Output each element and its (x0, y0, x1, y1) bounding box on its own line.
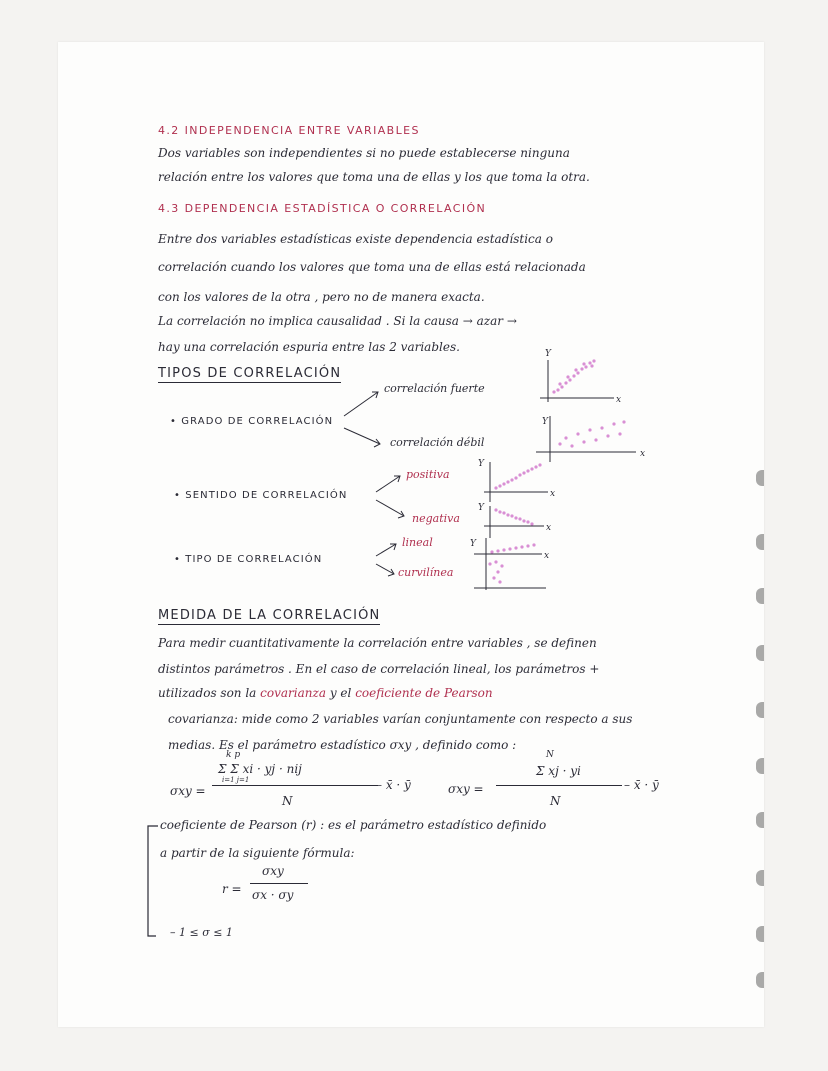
scatter-dot (566, 375, 569, 378)
scatter-dot (556, 388, 559, 391)
scatter-dot (490, 550, 493, 553)
medida-line-5: medias. Es el parámetro estadístico σxy , definido como : (168, 738, 517, 752)
covarianza-term: covarianza (260, 686, 326, 700)
axis-x-label: x (640, 449, 646, 459)
pearson-r-denominator: σx · σy (252, 888, 294, 902)
scatter-dot (576, 371, 579, 374)
scatter-dot (558, 442, 561, 445)
scatter-dot (514, 476, 517, 479)
scatter-dot (530, 467, 533, 470)
scatter-dot (522, 519, 525, 522)
pearson-line-1: coeficiente de Pearson (r) : es el parámetro estadístico definido (160, 818, 547, 832)
section-4-3-line-1: Entre dos variables estadísticas existe dependencia estadística o (158, 232, 553, 246)
scatter-dot (502, 548, 505, 551)
formula-2-tail: – x̄ · ȳ (624, 778, 659, 792)
scatter-dot (492, 576, 495, 579)
notebook-page (58, 42, 764, 1027)
scatter-dot (552, 390, 555, 393)
axis-x-label: x (546, 523, 552, 533)
scatter-dot (600, 426, 603, 429)
scatter-dot (526, 544, 529, 547)
scatter-dot (496, 570, 499, 573)
scatter-dot (494, 508, 497, 511)
scatter-dot (590, 364, 593, 367)
scatter-dot (576, 432, 579, 435)
axis-y-label: Y (478, 459, 484, 469)
fuerte-label: correlación fuerte (384, 382, 485, 395)
medida-line-1: Para medir cuantitativamente la correlación entre variables , se definen (158, 636, 597, 650)
pearson-r-fraction-bar (250, 883, 308, 884)
section-4-2-title: 4.2 INDEPENDENCIA ENTRE VARIABLES (158, 124, 420, 137)
section-4-2-line-2: relación entre los valores que toma una de ellas y los que toma la otra. (158, 170, 590, 184)
formula-2-denominator: N (550, 794, 561, 808)
scatter-dot (618, 432, 621, 435)
medida-line-3a: utilizados son la (158, 686, 257, 700)
scatter-dot (530, 522, 533, 525)
scatter-dot (582, 440, 585, 443)
medida-line-3b: y el (329, 686, 352, 700)
section-4-3-line-2: correlación cuando los valores que toma una de ellas está relacionada (158, 260, 586, 274)
scatter-dot (518, 517, 521, 520)
tipo-label: • TIPO DE CORRELACIÓN (174, 554, 323, 565)
scatter-dot (560, 385, 563, 388)
arrow-sentido-negativa (376, 500, 404, 516)
scatter-dot (518, 473, 521, 476)
scatter-dot (508, 547, 511, 550)
positiva-label: positiva (406, 468, 450, 481)
section-4-2-line-1: Dos variables son independientes si no puede establecerse ninguna (158, 146, 570, 160)
scatter-dot (506, 513, 509, 516)
formula-1-fraction-bar (212, 785, 378, 786)
scatter-dot (564, 381, 567, 384)
axis-x-label: x (616, 395, 622, 405)
scatter-dot (588, 361, 591, 364)
scatter-dot (510, 514, 513, 517)
scatter-dot (584, 365, 587, 368)
formula-2-fraction-bar (496, 785, 622, 786)
arrow-tipo-lineal (376, 544, 396, 556)
section-4-3-line-5: hay una correlación espuria entre las 2 variables. (158, 340, 460, 354)
scatter-dot (520, 545, 523, 548)
scatter-dot (570, 444, 573, 447)
scatter-dot (494, 560, 497, 563)
formula-1-denominator: N (282, 794, 293, 808)
axis-y-label: Y (470, 539, 476, 549)
scatter-dot (522, 471, 525, 474)
scatter-dot (502, 482, 505, 485)
formula-1-limits-top: k p (226, 750, 241, 760)
scatter-dot (496, 549, 499, 552)
axis-x-label: x (550, 489, 556, 499)
scatter-dot (564, 436, 567, 439)
formula-2-lhs: σxy = (448, 782, 484, 796)
medida-line-4: covarianza: mide como 2 variables varían conjuntamente con respecto a sus (168, 712, 633, 726)
grado-label: • GRADO DE CORRELACIÓN (170, 416, 334, 427)
formula-1-tail: – x̄ · ȳ (376, 778, 411, 792)
medida-line-2: distintos parámetros . En el caso de correlación lineal, los parámetros + (158, 662, 600, 676)
tipos-heading: TIPOS DE CORRELACIÓN (158, 366, 342, 381)
scatter-dot (510, 478, 513, 481)
section-4-3-line-3: con los valores de la otra , pero no de manera exacta. (158, 290, 485, 304)
scatter-dot (534, 465, 537, 468)
scatter-dot (588, 428, 591, 431)
formula-2-numerator: Σ xj · yi (536, 764, 581, 778)
arrow-grado-fuerte (344, 392, 378, 416)
section-4-3-title: 4.3 DEPENDENCIA ESTADÍSTICA O CORRELACIÓN (158, 202, 487, 215)
formula-1-numerator: Σ Σ xi · yj · nij (218, 762, 302, 776)
pearson-line-2: a partir de la siguiente fórmula: (160, 846, 355, 860)
arrow-grado-debil (344, 428, 380, 444)
pearson-bracket (144, 824, 164, 954)
scatter-fuerte (536, 349, 646, 418)
scatter-dot (494, 486, 497, 489)
scatter-dot (612, 422, 615, 425)
lineal-label: lineal (402, 536, 433, 549)
sentido-label: • SENTIDO DE CORRELACIÓN (174, 490, 348, 501)
scatter-lineal-curvilinea (470, 534, 570, 594)
formula-1-lhs: σxy = (170, 784, 206, 798)
scatter-dot (538, 463, 541, 466)
scatter-dot (532, 543, 535, 546)
pearson-r-lhs: r = (222, 882, 242, 896)
axis-x-label: x (544, 551, 550, 561)
formula-1-limits-bottom: i=1 j=1 (222, 776, 250, 784)
scatter-dot (574, 368, 577, 371)
scatter-dot (514, 516, 517, 519)
scatter-dot (500, 564, 503, 567)
scatter-dot (498, 484, 501, 487)
axis-y-label: Y (478, 503, 484, 513)
scatter-dot (526, 520, 529, 523)
pearson-term: coeficiente de Pearson (355, 686, 493, 700)
scatter-positiva (478, 459, 572, 506)
scatter-dot (572, 374, 575, 377)
scatter-dot (622, 420, 625, 423)
pearson-r-numerator: σxy (262, 864, 284, 878)
scatter-dot (594, 438, 597, 441)
scatter-dot (498, 510, 501, 513)
scatter-dot (592, 359, 595, 362)
formula-2-limit-top: N (546, 750, 554, 760)
scatter-dot (558, 382, 561, 385)
section-4-3-line-4: La correlación no implica causalidad . Si la causa → azar → (158, 314, 517, 328)
axis-y-label: Y (542, 417, 548, 427)
curvilinea-label: curvilínea (398, 566, 454, 579)
scatter-dot (568, 378, 571, 381)
arrow-sentido-positiva (376, 476, 400, 492)
scatter-dot (506, 480, 509, 483)
scatter-dot (582, 362, 585, 365)
scatter-dot (526, 469, 529, 472)
debil-label: correlación débil (390, 436, 485, 449)
medida-line-3 (158, 686, 493, 700)
scatter-dot (502, 511, 505, 514)
scatter-dot (514, 546, 517, 549)
axis-y-label: Y (545, 349, 551, 359)
negativa-label: negativa (412, 512, 460, 525)
scatter-dot (580, 367, 583, 370)
pearson-range: – 1 ≤ σ ≤ 1 (170, 926, 233, 939)
medida-heading: MEDIDA DE LA CORRELACIÓN (158, 608, 381, 623)
scatter-dot (606, 434, 609, 437)
scatter-dot (488, 562, 491, 565)
scatter-dot (498, 580, 501, 583)
